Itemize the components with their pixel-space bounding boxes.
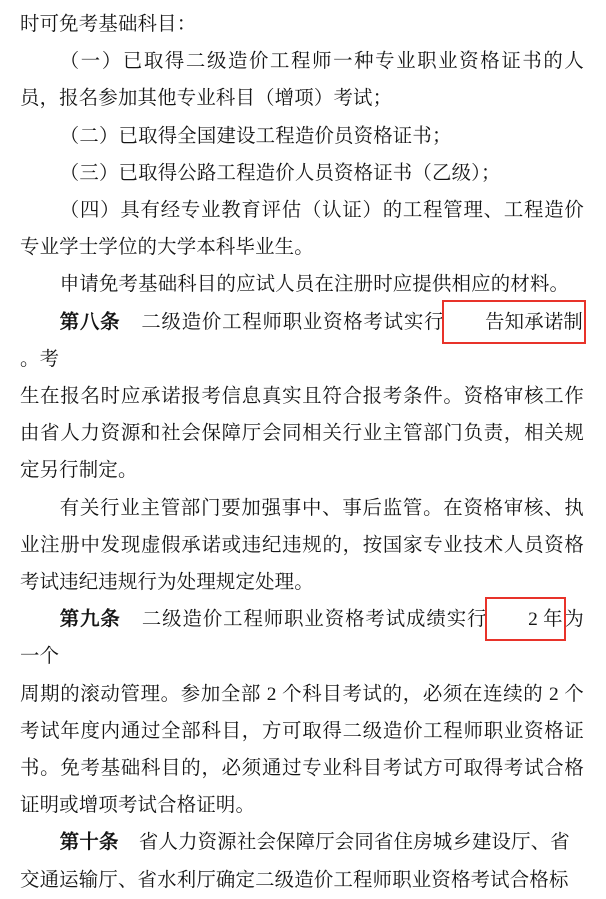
article-9-heading-line	[20, 601, 584, 675]
paragraph-apply-note: 申请免考基础科目的应试人员在注册时应提供相应的材料。	[59, 274, 570, 296]
article-8-label: 第八条	[59, 311, 121, 333]
paragraph-item-1: （一）已取得二级造价工程师一种专业职业资格证书的人员，报名参加其他专业科目（增项）考试；	[20, 51, 584, 110]
article-10-label: 第十条	[59, 832, 119, 854]
paragraph-exempt-intro: 时可免考基础科目：	[20, 14, 197, 35]
highlight-告知承诺制: 告知承诺制	[444, 304, 584, 341]
article-8-lead: 二级造价工程师职业资格考试实行	[140, 311, 445, 333]
paragraph-item-3: （三）已取得公路工程造价人员资格证书（乙级）；	[59, 162, 501, 184]
paragraph-item-2: （二）已取得全国建设工程造价员资格证书；	[59, 125, 452, 147]
paragraph-article-9-continued: 周期的滚动管理。参加全部 2 个科目考试的，必须在连续的 2 个考试年度内通过全部科目，方可取得二级造价工程师职业资格证书。免考基础科目的，必须通过专业科目考试方可取得考试合格证明或增项考试合格证明。	[20, 683, 584, 817]
article-9-lead: 二级造价工程师职业资格考试成绩实行	[141, 609, 488, 631]
article-8-heading-line	[20, 304, 584, 378]
paragraph-item-4: （四）具有经专业教育评估（认证）的工程管理、工程造价专业学士学位的大学本科毕业生。	[20, 200, 584, 259]
article-9-tail: 为一个	[20, 609, 584, 668]
article-10-lead: 省人力资源社会保障厅会同省住房城乡建设厅、省	[138, 832, 570, 854]
highlight-2-years: 2 年	[487, 601, 563, 638]
paragraph-supervision: 有关行业主管部门要加强事中、事后监管。在资格审核、执业注册中发现虚假承诺或违纪违规的，按国家专业技术人员资格考试违纪违规行为处理规定处理。	[20, 497, 584, 594]
article-9-label: 第九条	[59, 609, 121, 631]
paragraph-article-8-continued: 生在报名时应承诺报考信息真实且符合报考条件。资格审核工作由省人力资源和社会保障厅会同相关行业主管部门负责，相关规定另行制定。	[20, 386, 584, 482]
article-10-heading-line	[20, 824, 584, 861]
article-8-tail: 。考	[20, 348, 60, 370]
paragraph-article-10-continued: 交通运输厅、省水利厅确定二级造价工程师职业资格考试合格标	[20, 869, 569, 891]
